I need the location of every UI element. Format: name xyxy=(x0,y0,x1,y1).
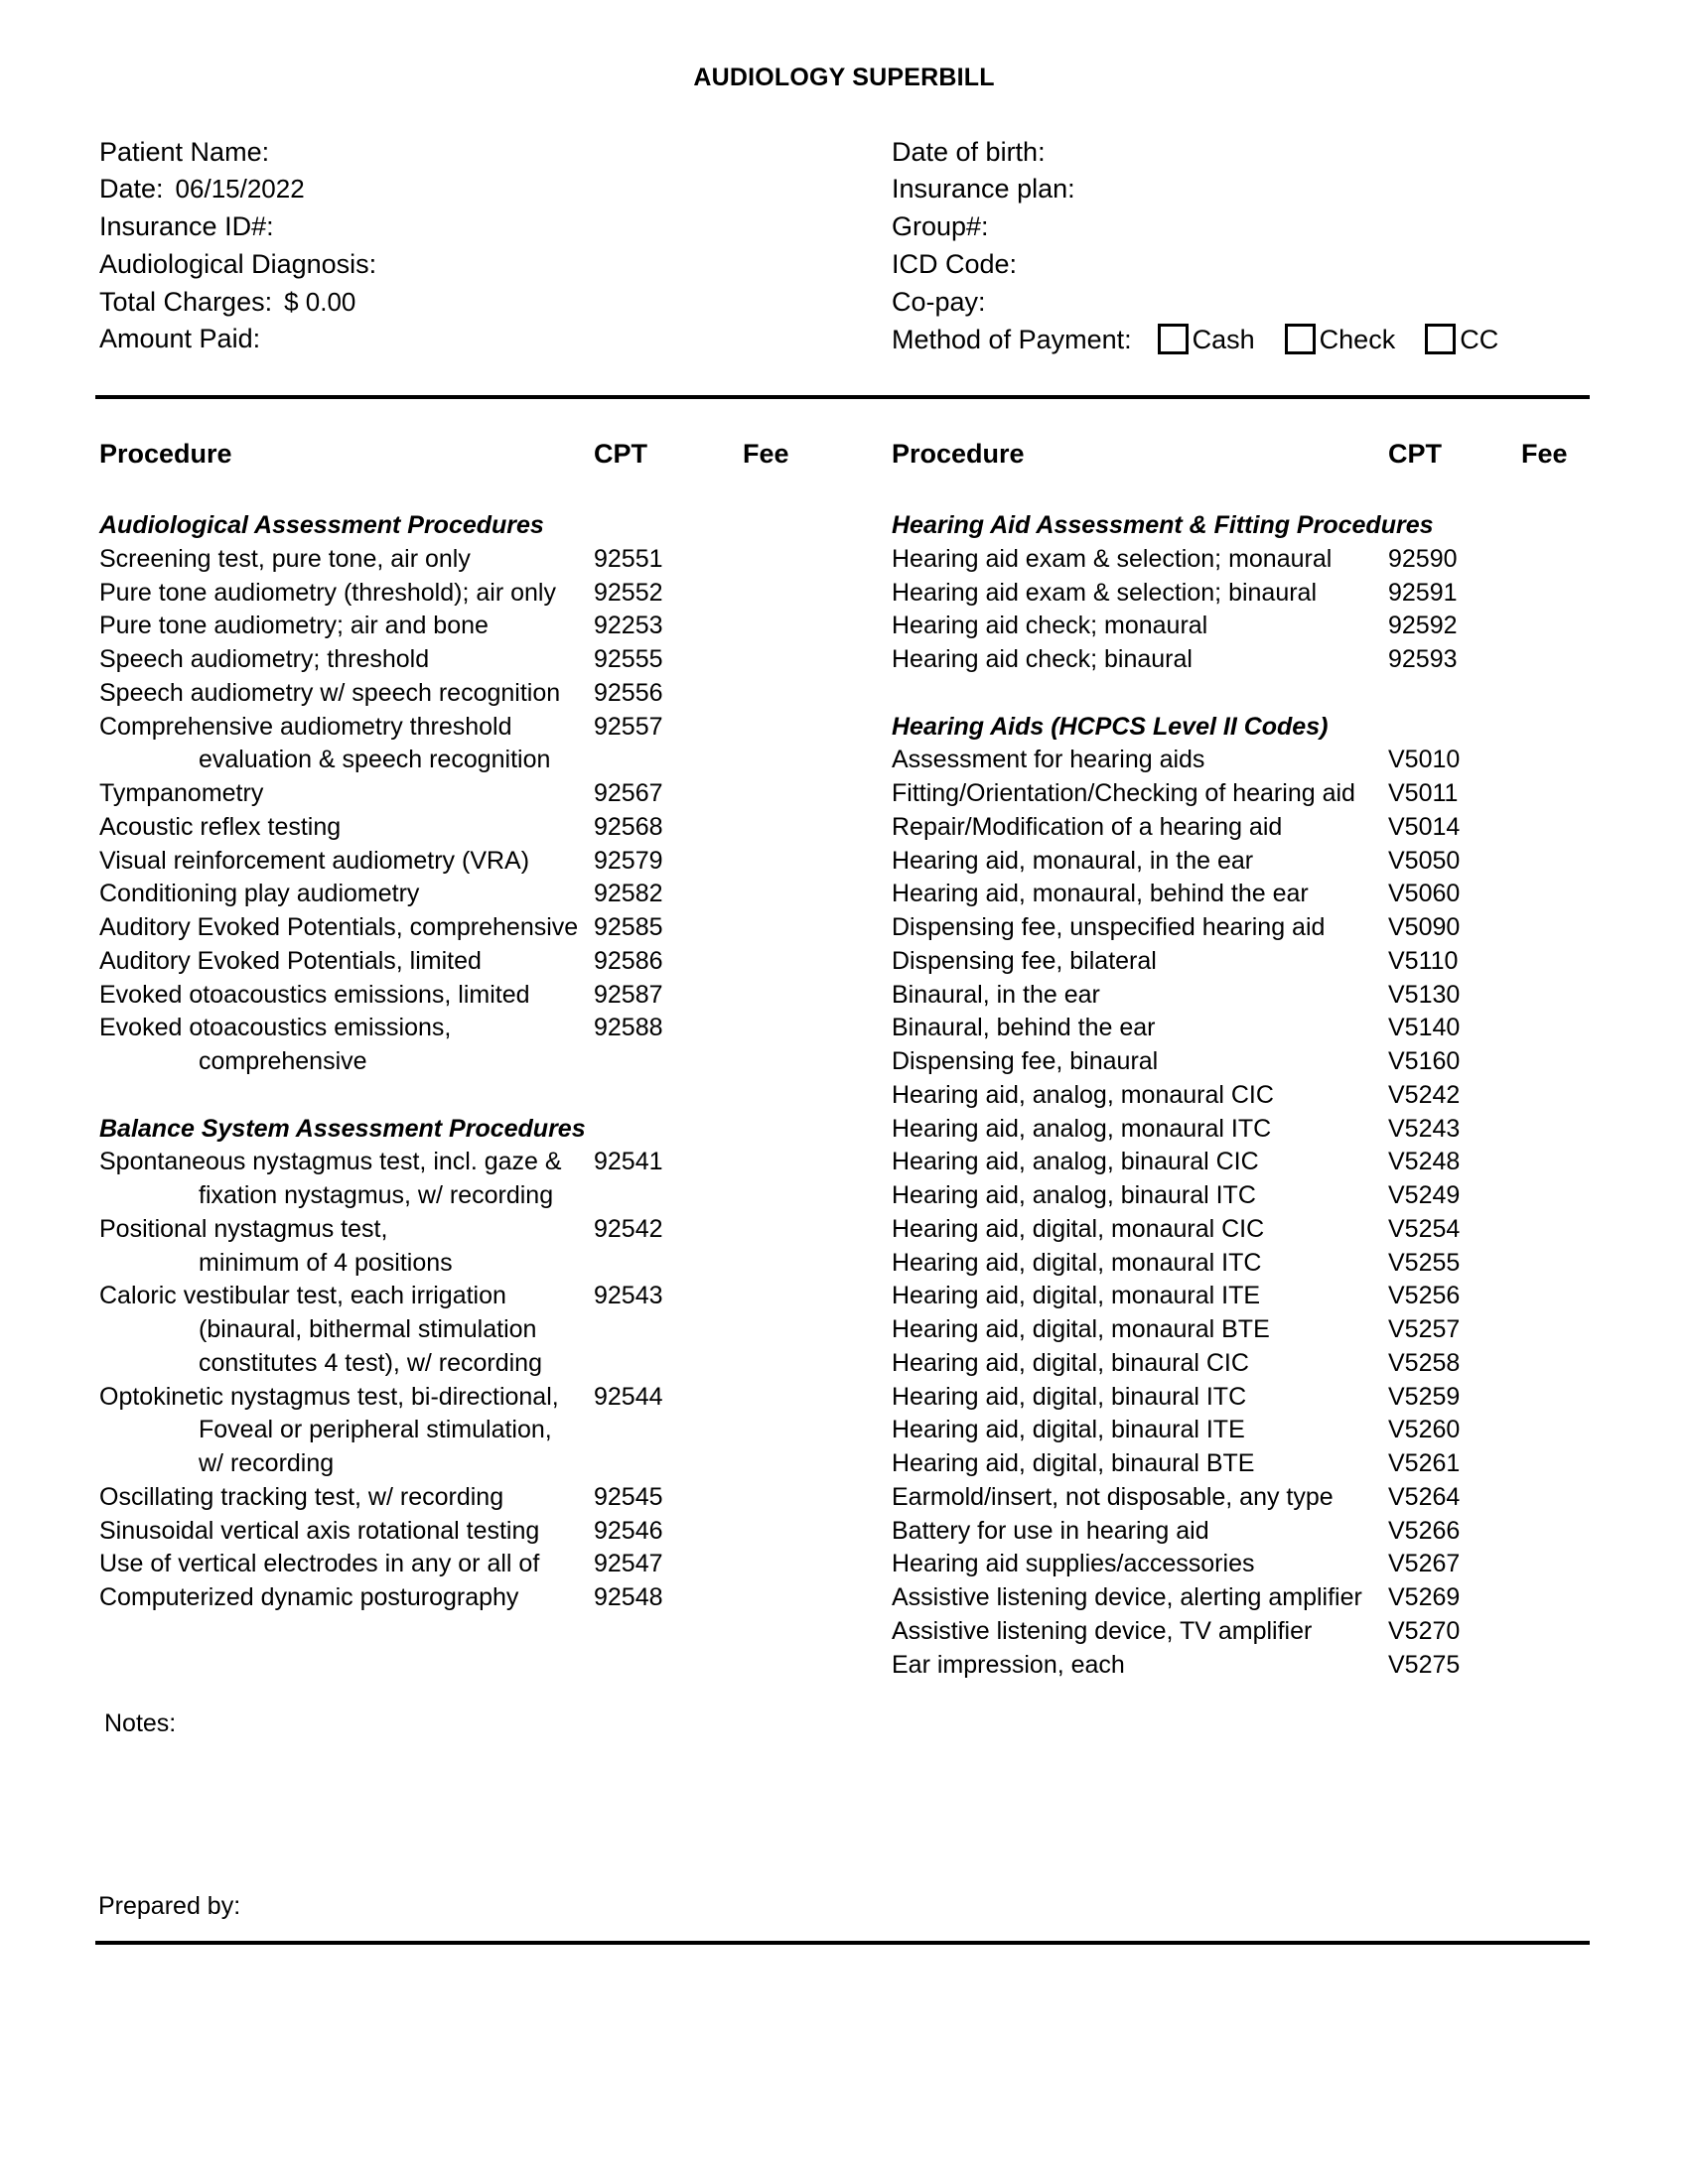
procedure-name: Spontaneous nystagmus test, incl. gaze & xyxy=(99,1148,562,1176)
fee-field[interactable] xyxy=(743,612,832,641)
info-row-amount-paid xyxy=(99,324,272,353)
section-title: Hearing Aids (HCPCS Level II Codes) xyxy=(892,712,1329,741)
fee-field[interactable] xyxy=(743,679,832,709)
cpt-code: 92543 xyxy=(594,1282,663,1310)
cpt-code: 92587 xyxy=(594,980,663,1009)
cpt-code: 92552 xyxy=(594,578,663,607)
cpt-code: 92548 xyxy=(594,1583,663,1611)
procedure-name: Fitting/Orientation/Checking of hearing aid xyxy=(892,779,1355,807)
cpt-code: 92551 xyxy=(594,544,663,573)
procedure-name: Hearing aid, analog, binaural CIC xyxy=(892,1148,1259,1176)
procedure-name: Oscillating tracking test, w/ recording xyxy=(99,1482,504,1511)
fee-field[interactable] xyxy=(1521,545,1611,575)
fee-field[interactable] xyxy=(1521,913,1611,943)
info-label: Audiological Diagnosis: xyxy=(99,249,377,279)
cpt-code: V5050 xyxy=(1388,846,1461,875)
fee-field[interactable] xyxy=(743,813,832,843)
cpt-code: 92545 xyxy=(594,1482,663,1511)
fee-field[interactable] xyxy=(1521,847,1611,877)
payment-option-label: CC xyxy=(1460,325,1499,354)
procedure-name: Evoked otoacoustics emissions, limited xyxy=(99,980,530,1009)
fee-field[interactable] xyxy=(1521,1383,1611,1413)
left-procedure-header: Procedure xyxy=(99,439,232,469)
fee-field[interactable] xyxy=(1521,1047,1611,1077)
cpt-code: V5264 xyxy=(1388,1482,1461,1511)
info-row-total-charges xyxy=(99,287,355,317)
cpt-code: 92582 xyxy=(594,880,663,908)
cpt-code: 92593 xyxy=(1388,645,1458,673)
info-label: Co-pay: xyxy=(892,287,986,317)
fee-field[interactable] xyxy=(1521,981,1611,1011)
procedure-name: Assistive listening device, TV amplifier xyxy=(892,1616,1313,1645)
info-row-group xyxy=(892,211,1001,241)
cpt-code: V5270 xyxy=(1388,1616,1461,1645)
procedure-name: Hearing aid supplies/accessories xyxy=(892,1550,1255,1578)
procedure-name: Sinusoidal vertical axis rotational testing xyxy=(99,1516,540,1545)
cpt-code: 92555 xyxy=(594,645,663,673)
procedure-name: Speech audiometry w/ speech recognition xyxy=(99,678,561,707)
procedure-continuation: (binaural, bithermal stimulation xyxy=(199,1315,537,1343)
procedure-name: Hearing aid, digital, binaural ITE xyxy=(892,1416,1245,1444)
procedure-name: Hearing aid, analog, monaural CIC xyxy=(892,1080,1274,1109)
cpt-code: V5011 xyxy=(1388,779,1459,807)
cpt-code: 92546 xyxy=(594,1516,663,1545)
fee-field[interactable] xyxy=(1521,1449,1611,1479)
fee-field[interactable] xyxy=(1521,813,1611,843)
fee-field[interactable] xyxy=(1521,1148,1611,1177)
procedure-name: Battery for use in hearing aid xyxy=(892,1516,1209,1545)
fee-field[interactable] xyxy=(743,1383,832,1413)
cpt-code: V5249 xyxy=(1388,1181,1461,1209)
cpt-code: V5257 xyxy=(1388,1315,1461,1343)
cpt-code: V5259 xyxy=(1388,1382,1461,1411)
procedure-name: Binaural, behind the ear xyxy=(892,1014,1156,1042)
procedure-name: Hearing aid, digital, monaural CIC xyxy=(892,1214,1265,1243)
procedure-name: Pure tone audiometry (threshold); air only xyxy=(99,578,556,607)
cpt-code: 92579 xyxy=(594,846,663,875)
cpt-code: V5248 xyxy=(1388,1148,1461,1176)
cpt-code: V5014 xyxy=(1388,812,1461,841)
cpt-code: 92586 xyxy=(594,946,663,975)
fee-field[interactable] xyxy=(1521,1550,1611,1579)
fee-field[interactable] xyxy=(1521,579,1611,609)
fee-field[interactable] xyxy=(1521,1517,1611,1547)
cpt-code: 92547 xyxy=(594,1550,663,1578)
procedure-name: Acoustic reflex testing xyxy=(99,812,342,841)
footer-divider xyxy=(95,1941,1590,1945)
right-procedure-header: Procedure xyxy=(892,439,1025,469)
fee-field[interactable] xyxy=(743,847,832,877)
procedure-name: Hearing aid, digital, binaural BTE xyxy=(892,1449,1255,1477)
procedure-name: Hearing aid, digital, binaural CIC xyxy=(892,1348,1249,1377)
procedure-name: Hearing aid, digital, binaural ITC xyxy=(892,1382,1247,1411)
info-row-icd-code xyxy=(892,249,1029,279)
info-row-co-pay xyxy=(892,287,998,317)
procedure-name: Auditory Evoked Potentials, comprehensive xyxy=(99,913,579,941)
procedure-name: Hearing aid, digital, monaural BTE xyxy=(892,1315,1270,1343)
fee-field[interactable] xyxy=(743,1148,832,1177)
fee-field[interactable] xyxy=(743,713,832,743)
fee-field[interactable] xyxy=(743,981,832,1011)
procedure-name: Hearing aid, monaural, behind the ear xyxy=(892,880,1309,908)
section-title: Audiological Assessment Procedures xyxy=(99,511,544,539)
fee-field[interactable] xyxy=(743,1215,832,1245)
procedure-name: Hearing aid, digital, monaural ITC xyxy=(892,1248,1262,1277)
info-label: Group#: xyxy=(892,211,989,241)
procedure-continuation: Foveal or peripheral stimulation, xyxy=(199,1416,552,1444)
procedure-name: Hearing aid, analog, binaural ITC xyxy=(892,1181,1256,1209)
fee-field[interactable] xyxy=(743,779,832,809)
info-label: Date: xyxy=(99,174,164,204)
checkbox-check[interactable] xyxy=(1285,324,1316,354)
section-title: Hearing Aid Assessment & Fitting Procedures xyxy=(892,511,1434,539)
info-row-patient-name xyxy=(99,137,281,167)
procedure-continuation: comprehensive xyxy=(199,1047,367,1075)
cpt-code: 92542 xyxy=(594,1214,663,1243)
procedure-name: Positional nystagmus test, xyxy=(99,1214,388,1243)
fee-field[interactable] xyxy=(743,1014,832,1043)
fee-field[interactable] xyxy=(1521,1651,1611,1681)
procedure-name: Hearing aid exam & selection; binaural xyxy=(892,578,1318,607)
cpt-code: 92592 xyxy=(1388,612,1458,640)
fee-field[interactable] xyxy=(1521,880,1611,909)
fee-field[interactable] xyxy=(743,1517,832,1547)
cpt-code: V5242 xyxy=(1388,1080,1461,1109)
procedure-name: Auditory Evoked Potentials, limited xyxy=(99,946,482,975)
cpt-code: 92590 xyxy=(1388,544,1458,573)
fee-field[interactable] xyxy=(1521,1349,1611,1379)
procedure-name: Assistive listening device, alerting amplifier xyxy=(892,1583,1362,1611)
cpt-code: 92557 xyxy=(594,712,663,741)
cpt-code: 92567 xyxy=(594,779,663,807)
procedure-name: Speech audiometry; threshold xyxy=(99,645,430,673)
procedure-name: Screening test, pure tone, air only xyxy=(99,544,471,573)
info-label: Method of Payment: xyxy=(892,325,1132,354)
procedure-name: Assessment for hearing aids xyxy=(892,746,1205,774)
payment-option-label: Check xyxy=(1319,325,1396,354)
procedure-name: Dispensing fee, bilateral xyxy=(892,946,1157,975)
fee-field[interactable] xyxy=(1521,645,1611,675)
procedure-name: Comprehensive audiometry threshold xyxy=(99,712,512,741)
fee-field[interactable] xyxy=(1521,779,1611,809)
info-value-field[interactable]: $ 0.00 xyxy=(284,287,356,317)
fee-field[interactable] xyxy=(1521,1115,1611,1145)
fee-field[interactable] xyxy=(1521,1617,1611,1647)
prepared-by-label: Prepared by: xyxy=(98,1892,241,1920)
procedure-name: Dispensing fee, unspecified hearing aid xyxy=(892,913,1326,941)
section-title: Balance System Assessment Procedures xyxy=(99,1114,586,1143)
fee-field[interactable] xyxy=(1521,1081,1611,1111)
prepared-by-field[interactable] xyxy=(258,1886,953,1922)
info-row-date-of-birth xyxy=(892,137,1057,167)
cpt-code: V5266 xyxy=(1388,1516,1461,1545)
procedure-name: Hearing aid exam & selection; monaural xyxy=(892,544,1333,573)
cpt-code: V5260 xyxy=(1388,1416,1461,1444)
procedure-continuation: constitutes 4 test), w/ recording xyxy=(199,1348,542,1377)
payment-option-check[interactable] xyxy=(1285,324,1396,354)
info-row-audiological-diagnosis xyxy=(99,249,388,279)
cpt-code: V5256 xyxy=(1388,1282,1461,1310)
procedure-name: Optokinetic nystagmus test, bi-directional, xyxy=(99,1382,559,1411)
procedure-name: Repair/Modification of a hearing aid xyxy=(892,812,1283,841)
left-fee-header: Fee xyxy=(743,439,789,469)
procedure-name: Use of vertical electrodes in any or all of xyxy=(99,1550,540,1578)
cpt-code: V5267 xyxy=(1388,1550,1461,1578)
fee-field[interactable] xyxy=(1521,1483,1611,1513)
fee-field[interactable] xyxy=(1521,612,1611,641)
procedure-name: Pure tone audiometry; air and bone xyxy=(99,612,489,640)
cpt-code: V5110 xyxy=(1388,946,1459,975)
info-label: Insurance plan: xyxy=(892,174,1075,204)
procedure-name: Earmold/insert, not disposable, any type xyxy=(892,1482,1334,1511)
info-row-insurance-plan xyxy=(892,174,1087,204)
fee-field[interactable] xyxy=(743,579,832,609)
procedure-name: Hearing aid check; monaural xyxy=(892,612,1208,640)
fee-field[interactable] xyxy=(1521,1315,1611,1345)
fee-field[interactable] xyxy=(1521,1181,1611,1211)
payment-option-cc[interactable] xyxy=(1425,324,1498,354)
cpt-code: V5130 xyxy=(1388,980,1461,1009)
cpt-code: 92568 xyxy=(594,812,663,841)
procedure-name: Caloric vestibular test, each irrigation xyxy=(99,1282,506,1310)
cpt-code: 92541 xyxy=(594,1148,663,1176)
info-label: Patient Name: xyxy=(99,137,270,167)
fee-field[interactable] xyxy=(743,880,832,909)
fee-field[interactable] xyxy=(1521,1014,1611,1043)
info-row-insurance-id xyxy=(99,211,286,241)
procedure-name: Binaural, in the ear xyxy=(892,980,1100,1009)
checkbox-cc[interactable] xyxy=(1425,324,1456,354)
procedure-name: Tympanometry xyxy=(99,779,264,807)
checkbox-cash[interactable] xyxy=(1158,324,1189,354)
fee-field[interactable] xyxy=(1521,1583,1611,1613)
cpt-code: V5261 xyxy=(1388,1449,1461,1477)
header-divider xyxy=(95,395,1590,399)
fee-field[interactable] xyxy=(743,913,832,943)
cpt-code: V5269 xyxy=(1388,1583,1461,1611)
info-label: Date of birth: xyxy=(892,137,1046,167)
cpt-code: 92591 xyxy=(1388,578,1458,607)
right-fee-header: Fee xyxy=(1521,439,1568,469)
notes-label: Notes: xyxy=(104,1709,177,1737)
fee-field[interactable] xyxy=(1521,947,1611,977)
info-value-field[interactable]: 06/15/2022 xyxy=(175,174,305,204)
procedure-name: Ear impression, each xyxy=(892,1650,1125,1679)
fee-field[interactable] xyxy=(743,1483,832,1513)
cpt-code: V5060 xyxy=(1388,880,1461,908)
procedure-name: Evoked otoacoustics emissions, xyxy=(99,1014,452,1042)
procedure-name: Conditioning play audiometry xyxy=(99,880,420,908)
fee-field[interactable] xyxy=(1521,1215,1611,1245)
cpt-code: 92544 xyxy=(594,1382,663,1411)
procedure-name: Hearing aid, monaural, in the ear xyxy=(892,846,1254,875)
procedure-name: Visual reinforcement audiometry (VRA) xyxy=(99,846,530,875)
fee-field[interactable] xyxy=(743,545,832,575)
cpt-code: V5255 xyxy=(1388,1248,1461,1277)
cpt-code: V5258 xyxy=(1388,1348,1461,1377)
cpt-code: 92585 xyxy=(594,913,663,941)
info-label: ICD Code: xyxy=(892,249,1018,279)
info-row-date xyxy=(99,174,305,204)
procedure-continuation: w/ recording xyxy=(199,1449,335,1477)
cpt-code: 92253 xyxy=(594,612,663,640)
fee-field[interactable] xyxy=(743,1583,832,1613)
fee-field[interactable] xyxy=(1521,1282,1611,1311)
cpt-code: 92556 xyxy=(594,678,663,707)
procedure-name: Hearing aid check; binaural xyxy=(892,645,1193,673)
info-label: Insurance ID#: xyxy=(99,211,274,241)
notes-field[interactable] xyxy=(189,1704,1579,1852)
fee-field[interactable] xyxy=(1521,1249,1611,1279)
info-row-method-of-payment xyxy=(892,324,1498,354)
cpt-code: V5010 xyxy=(1388,746,1461,774)
fee-field[interactable] xyxy=(1521,746,1611,775)
cpt-code: V5243 xyxy=(1388,1114,1461,1143)
cpt-code: 92588 xyxy=(594,1014,663,1042)
procedure-name: Hearing aid, analog, monaural ITC xyxy=(892,1114,1272,1143)
fee-field[interactable] xyxy=(1521,1416,1611,1445)
fee-field[interactable] xyxy=(743,1282,832,1311)
info-label: Total Charges: xyxy=(99,287,273,317)
cpt-code: V5090 xyxy=(1388,913,1461,941)
fee-field[interactable] xyxy=(743,1550,832,1579)
fee-field[interactable] xyxy=(743,645,832,675)
left-cpt-header: CPT xyxy=(594,439,647,469)
cpt-code: V5140 xyxy=(1388,1014,1461,1042)
procedure-name: Dispensing fee, binaural xyxy=(892,1047,1159,1075)
procedure-continuation: minimum of 4 positions xyxy=(199,1248,453,1277)
procedure-continuation: evaluation & speech recognition xyxy=(199,746,551,774)
cpt-code: V5275 xyxy=(1388,1650,1461,1679)
procedure-name: Hearing aid, digital, monaural ITE xyxy=(892,1282,1261,1310)
procedure-name: Computerized dynamic posturography xyxy=(99,1583,519,1611)
payment-option-cash[interactable] xyxy=(1158,324,1255,354)
procedure-continuation: fixation nystagmus, w/ recording xyxy=(199,1181,554,1209)
cpt-code: V5160 xyxy=(1388,1047,1461,1075)
cpt-code: V5254 xyxy=(1388,1214,1461,1243)
payment-option-label: Cash xyxy=(1192,325,1255,354)
fee-field[interactable] xyxy=(743,947,832,977)
info-label: Amount Paid: xyxy=(99,324,261,353)
right-cpt-header: CPT xyxy=(1388,439,1442,469)
document-title: AUDIOLOGY SUPERBILL xyxy=(693,64,995,91)
